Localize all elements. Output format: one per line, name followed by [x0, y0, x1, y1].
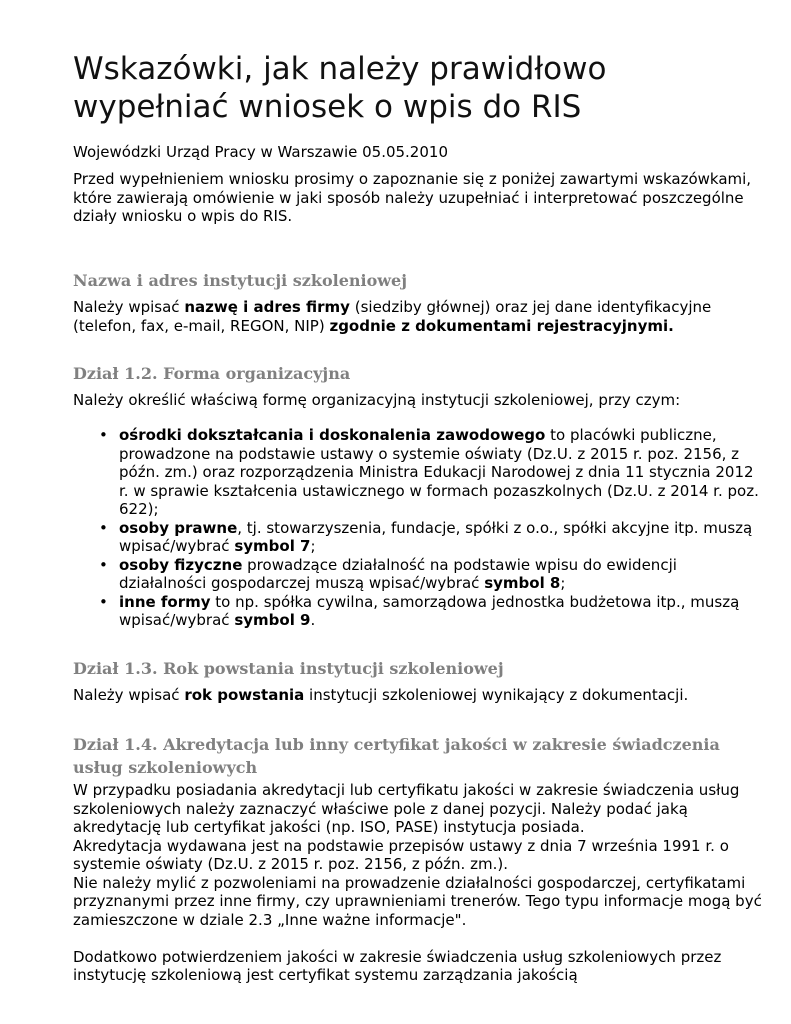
- accreditation-paragraph: W przypadku posiadania akredytacji lub certyfikatu jakości w zakresie świadczenia usług szkoleniowych należy zaznaczyć właściwe pole z danej pozycji. Należy podać jaką akredytację lub certyfikat jakości (np. ISO, PASE) instytucja posiada.: [73, 781, 740, 836]
- emphasis-text: ośrodki dokształcania i doskonalenia zawodowego: [119, 426, 546, 444]
- section-heading-name-address: Nazwa i adres instytucji szkoleniowej: [73, 271, 408, 290]
- section-heading-year-founded: Dział 1.3. Rok powstania instytucji szkoleniowej: [73, 659, 504, 678]
- organizational-form-list: [73, 426, 763, 630]
- intro-paragraph: Przed wypełnieniem wniosku prosimy o zapoznanie się z poniżej zawartymi wskazówkami, które zawierają omówienie w jaki sposób należy uzupełniać i interpretować poszczególne działy wniosku o wpis do RIS.: [73, 170, 752, 225]
- text-run: ;: [310, 537, 316, 555]
- bullet-icon: •: [99, 555, 108, 574]
- source-line: Wojewódzki Urząd Pracy w Warszawie 05.05.2010: [73, 143, 448, 161]
- list-item: [73, 519, 763, 556]
- section-name-address-paragraph: [73, 298, 763, 335]
- text-run: , tj. stowarzyszenia, fundacje, spółki z o.o., spółki akcyjne itp. muszą wpisać/wybrać: [119, 518, 753, 555]
- symbol-code: symbol 9: [234, 611, 311, 629]
- list-item: [73, 556, 763, 593]
- section-accreditation-body: [73, 781, 763, 985]
- document-title: Wskazówki, jak należy prawidłowo wypełniać wniosek o wpis do RIS: [73, 51, 607, 125]
- section-organizational-form-lead: Należy określić właściwą formę organizacyjną instytucji szkoleniowej, przy czym:: [73, 391, 681, 409]
- text-run: to placówki publiczne, prowadzone na podstawie ustawy o systemie oświaty (Dz.U. z 2015 r. poz. 2156, z późn. zm.) oraz rozporządzenia Ministra Edukacji Narodowej z dnia 11 stycznia 2012 r. w sprawie kształcenia ustawicznego w formach pozaszkolnych (Dz.U. z 2014 r. poz. 622);: [119, 426, 759, 518]
- text-run: instytucji szkoleniowej wynikający z dokumentacji.: [304, 686, 689, 704]
- bullet-icon: •: [99, 426, 108, 444]
- accreditation-basis-paragraph: Akredytacja wydawana jest na podstawie przepisów ustawy z dnia 7 września 1991 r. o systemie oświaty (Dz.U. z 2015 r. poz. 2156, z późn. zm.).: [73, 836, 729, 873]
- bullet-icon: •: [99, 592, 108, 611]
- emphasis-text: osoby prawne: [119, 518, 238, 537]
- emphasis-text: rok powstania: [184, 686, 305, 704]
- emphasis-text: inne formy: [119, 592, 211, 611]
- text-run: .: [310, 611, 316, 629]
- list-item: [73, 593, 763, 630]
- emphasis-text: nazwę i adres firmy: [184, 298, 350, 316]
- list-item: [73, 426, 763, 519]
- section-heading-organizational-form: Dział 1.2. Forma organizacyjna: [73, 364, 351, 383]
- bullet-icon: •: [99, 518, 108, 537]
- quality-certificate-paragraph: Dodatkowo potwierdzeniem jakości w zakresie świadczenia usług szkoleniowych przez instytucję szkoleniową jest certyfikat systemu zarządzania jakością: [73, 947, 722, 984]
- symbol-code: symbol 8: [484, 574, 561, 592]
- accreditation-note-paragraph: Nie należy mylić z pozwoleniami na prowadzenie działalności gospodarczej, certyfikatami przyznanymi przez inne firmy, czy uprawnieniami trenerów. Tego typu informacje mogą być zamieszczone w dziale 2.3 „Inne ważne informacje".: [73, 873, 762, 929]
- emphasis-text: zgodnie z dokumentami rejestracyjnymi.: [329, 316, 674, 335]
- text-run: Należy wpisać: [73, 686, 185, 704]
- section-year-founded-paragraph: [73, 686, 763, 705]
- text-run: (siedziby głównej) oraz jej dane identyfikacyjne (telefon, fax, e-mail, REGON, NIP): [73, 298, 712, 335]
- text-run: ;: [560, 574, 566, 592]
- emphasis-text: osoby fizyczne: [119, 555, 243, 574]
- text-run: Należy wpisać: [73, 298, 185, 316]
- symbol-code: symbol 7: [234, 537, 311, 555]
- text-run: to np. spółka cywilna, samorządowa jednostka budżetowa itp., muszą wpisać/wybrać: [119, 592, 740, 629]
- text-run: prowadzące działalność na podstawie wpisu do ewidencji działalności gospodarczej muszą wpisać/wybrać: [119, 555, 677, 592]
- section-heading-accreditation: Dział 1.4. Akredytacja lub inny certyfikat jakości w zakresie świadczenia usług szkoleniowych: [73, 735, 720, 777]
